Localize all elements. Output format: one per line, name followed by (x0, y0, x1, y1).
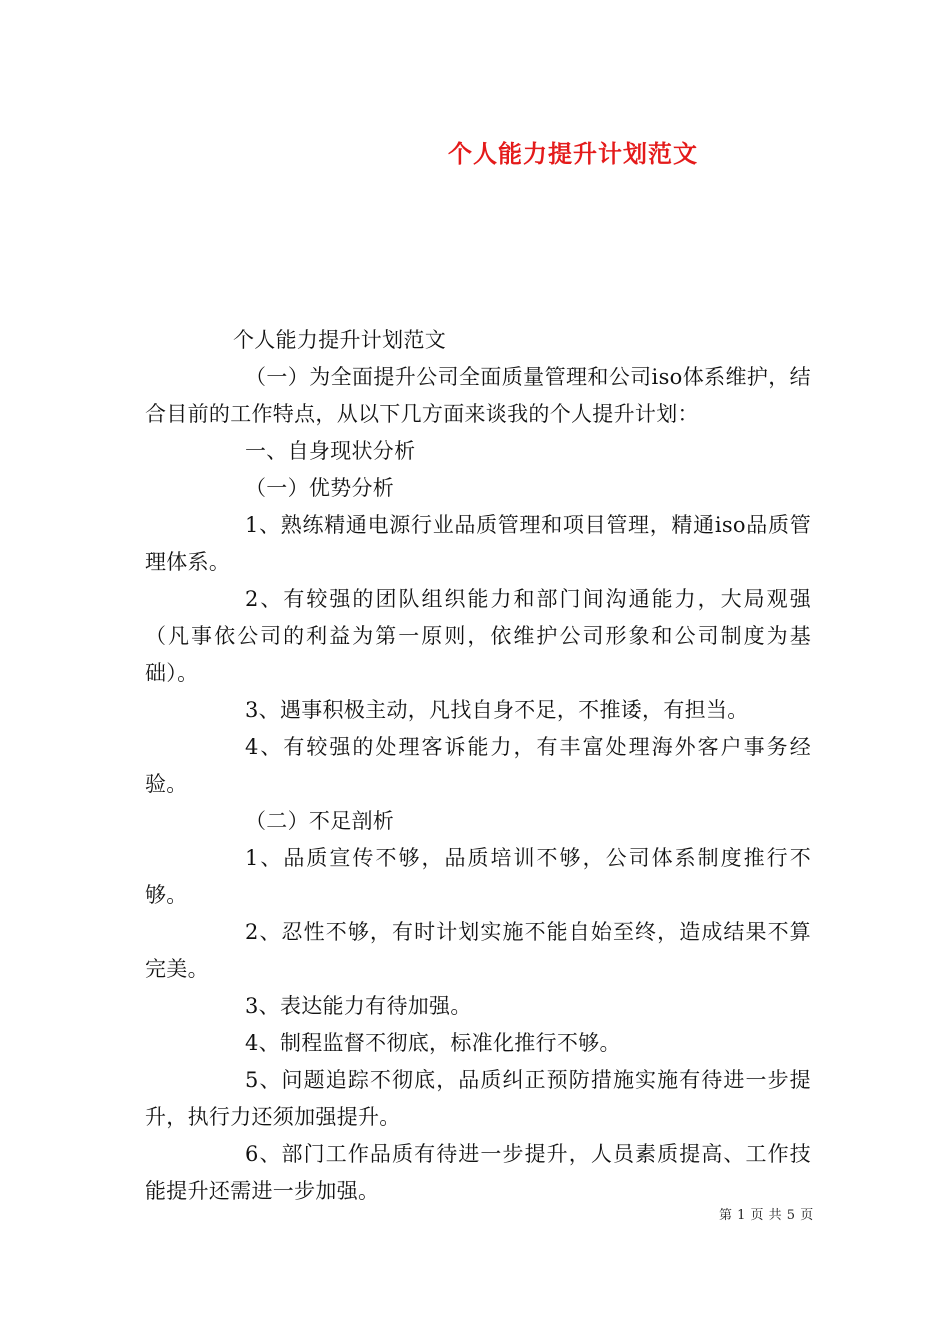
document-body (145, 322, 811, 1210)
weakness-item-6: 6、部门工作品质有待进一步提升，人员素质提高、工作技能提升还需进一步加强。 (145, 1142, 811, 1203)
subheading-weaknesses: （二）不足剖析 (245, 809, 395, 833)
subheading-strengths: （一）优势分析 (245, 476, 395, 500)
body-heading: 个人能力提升计划范文 (233, 328, 446, 352)
section-heading-status-analysis: 一、自身现状分析 (245, 439, 416, 463)
weakness-item-1: 1、品质宣传不够，品质培训不够，公司体系制度推行不够。 (145, 846, 811, 907)
weakness-item-3: 3、表达能力有待加强。 (245, 994, 472, 1018)
weakness-item-2: 2、忍性不够，有时计划实施不能自始至终，造成结果不算完美。 (145, 920, 811, 981)
page-number: 第 1 页 共 5 页 (719, 1208, 814, 1223)
document-title: 个人能力提升计划范文 (448, 139, 698, 168)
weakness-item-5: 5、问题追踪不彻底，品质纠正预防措施实施有待进一步提升，执行力还须加强提升。 (145, 1068, 811, 1129)
strength-item-2: 2、有较强的团队组织能力和部门间沟通能力，大局观强（凡事依公司的利益为第一原则，依维护公司形象和公司制度为基础）。 (145, 587, 811, 685)
strength-item-1: 1、熟练精通电源行业品质管理和项目管理，精通iso品质管理体系。 (145, 513, 811, 574)
intro-paragraph: （一）为全面提升公司全面质量管理和公司iso体系维护，结合目前的工作特点，从以下几方面来谈我的个人提升计划： (145, 365, 811, 426)
strength-item-3: 3、遇事积极主动，凡找自身不足，不推诿，有担当。 (245, 698, 749, 722)
weakness-item-4: 4、制程监督不彻底，标准化推行不够。 (245, 1031, 621, 1055)
strength-item-4: 4、有较强的处理客诉能力，有丰富处理海外客户事务经验。 (145, 735, 811, 796)
